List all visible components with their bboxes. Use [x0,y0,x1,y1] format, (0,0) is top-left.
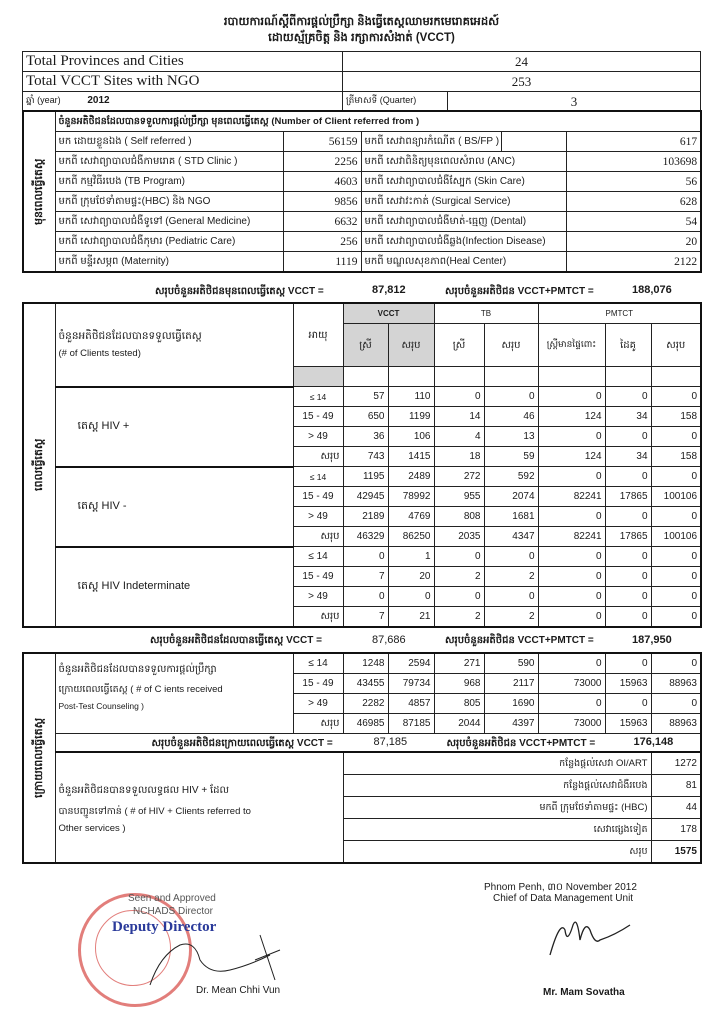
post-test-heading [55,653,293,734]
referral-source-value: 56 [566,172,701,192]
value-cell: 2489 [388,467,434,487]
chief-name: Mr. Mam Sovatha [543,987,625,998]
table-row [23,252,701,273]
value-cell: 743 [343,447,388,467]
section-label-hiv-negative: តេស្ត HIV - [55,467,293,547]
table-row [23,232,701,252]
referral-source-label: មកពី សេវាព្យាបាលជំងឺទូទៅ (General Medicine) [55,212,283,232]
referral-label: មកពី ក្រុមថែទាំតាមផ្ទះ (HBC) [343,797,651,819]
age-cell: 15 - 49 [293,567,343,587]
value-cell: 100106 [651,487,701,507]
age-cell: > 49 [293,694,343,714]
value-cell: 106 [388,427,434,447]
post-test-side-label: ក្រោយពេលធ្វើតេស្ត [23,653,55,863]
value-cell: 2074 [484,487,538,507]
pmtct-total-header: សរុប [651,324,701,367]
value-cell: 0 [605,653,651,674]
value-cell: 1681 [484,507,538,527]
age-cell: 15 - 49 [293,487,343,507]
testing-side-label: ពេលធ្វើតេស្ត [23,303,55,627]
referral-value: 1575 [651,841,701,864]
value-cell: 0 [538,547,605,567]
value-cell: 0 [343,547,388,567]
referral-source-label: មកពី មន្ទីរសម្ភព (Maternity) [55,252,283,273]
testing-table [22,302,702,628]
testing-total-vcct-label: សរុបចំនួនអតិថិជនដែលបានធ្វើតេស្ត VCCT = [150,635,322,646]
value-cell: 2 [484,567,538,587]
value-cell: 88963 [651,674,701,694]
value-cell: 0 [605,607,651,628]
post-test-heading-en: Post-Test Counseling ) [58,701,145,711]
value-cell: 271 [434,653,484,674]
table-row [23,132,701,152]
value-cell: 0 [343,587,388,607]
value-cell: 4857 [388,694,434,714]
value-cell: 4347 [484,527,538,547]
sites-value: 253 [343,72,701,92]
referral-value: 81 [651,775,701,797]
value-cell: 73000 [538,714,605,734]
report-title-line2: ដោយស្ម័គ្រចិត្ត និង រក្សាការសំងាត់ (VCCT) [268,32,455,44]
pre-test-side-label: មុនពេលធ្វើតេស្ត [23,111,55,272]
value-cell: 0 [651,467,701,487]
table-row [23,752,701,775]
value-cell: 0 [605,587,651,607]
value-cell: 0 [605,694,651,714]
value-cell: 110 [388,387,434,407]
table-row [23,152,701,172]
testing-heading-en: (# of Clients tested) [58,347,141,359]
referral-source-label: មកពី ក្រុមថែទាំតាមផ្ទះ(HBC) និង NGO [55,192,283,212]
referral-heading-km2: បានបញ្ជូនទៅកាន់ ( # of HIV + Clients referred to [58,805,251,817]
referral-source-label: មកពី សេវាព្យាបាលជំងឺកាមរោគ ( STD Clinic ) [55,152,283,172]
pre-test-total-vcct-value: 87,812 [372,284,406,296]
value-cell: 100106 [651,527,701,547]
age-cell: ≤ 14 [293,387,343,407]
group-tb-header: TB [434,303,538,324]
value-cell: 46985 [343,714,388,734]
value-cell: 0 [605,567,651,587]
value-cell: 2117 [484,674,538,694]
year-cell [23,92,343,112]
value-cell: 0 [538,567,605,587]
approval-line2: NCHADS Director [133,906,214,917]
testing-heading [55,303,293,387]
referral-source-value: 20 [566,232,701,252]
value-cell: 36 [343,427,388,447]
referral-label: កន្លែងផ្តល់សេវាជំងឺរបេង [343,775,651,797]
pre-test-total-vcct-label: សរុបចំនួនអតិថិជនមុនពេលធ្វើតេស្ត VCCT = [155,286,324,297]
table-row [23,467,701,487]
table-row [23,192,701,212]
referral-source-value: 1119 [283,252,361,273]
director-name: Dr. Mean Chhi Vun [196,985,281,996]
table-row [23,172,701,192]
age-cell: ≤ 14 [293,547,343,567]
age-cell: ≤ 14 [293,653,343,674]
chief-signature-icon [545,910,635,960]
value-cell: 124 [538,407,605,427]
value-cell: 2 [484,607,538,628]
value-cell: 1195 [343,467,388,487]
age-cell: > 49 [293,587,343,607]
value-cell: 0 [434,547,484,567]
table-row [23,212,701,232]
referral-source-label: មកពី សេវាពិនិត្យមុនពេលសំរាល (ANC) [361,152,566,172]
age-cell: សរុប [293,527,343,547]
group-pmtct-header: PMTCT [538,303,701,324]
value-cell: 18 [434,447,484,467]
value-cell: 2594 [388,653,434,674]
value-cell: 79734 [388,674,434,694]
referral-source-label: មកពី សេវាវះកាត់ (Surgical Service) [361,192,566,212]
referral-source-value: 628 [566,192,701,212]
age-cell: សរុប [293,607,343,628]
value-cell: 0 [651,653,701,674]
value-cell: 57 [343,387,388,407]
pre-test-total-all-value: 188,076 [632,284,672,296]
value-cell: 46329 [343,527,388,547]
value-cell: 0 [605,427,651,447]
quarter-value: 3 [448,92,701,112]
value-cell: 42945 [343,487,388,507]
referral-value: 1272 [651,752,701,775]
testing-heading-km: ចំនួនអតិថិជនដែលបានទទួលធ្វើតេស្ត [58,329,202,342]
value-cell: 87185 [388,714,434,734]
value-cell: 158 [651,407,701,427]
value-cell: 17865 [605,487,651,507]
value-cell: 88963 [651,714,701,734]
year-value: 2012 [87,95,110,106]
section-label-hiv-positive: តេស្ត HIV + [55,387,293,467]
age-cell: សរុប [293,714,343,734]
value-cell: 272 [434,467,484,487]
post-test-total-vcct-label: សរុបចំនួនអតិថិជនក្រោយពេលធ្វើតេស្ត VCCT = [151,738,333,749]
value-cell: 4 [434,427,484,447]
referral-source-label: មកពី មណ្ឌលសុខភាព(Heal Center) [361,252,566,273]
value-cell: 0 [538,694,605,714]
deputy-director-stamp: Deputy Director [112,919,217,935]
referral-source-label: មកពី សេវាព្យាបាលជំងឺមាត់-ធ្មេញ (Dental) [361,212,566,232]
value-cell: 59 [484,447,538,467]
value-cell: 43455 [343,674,388,694]
referral-source-label: មកពី សេវាពន្យារកំណើត ( BS/FP ) [361,132,501,152]
value-cell: 0 [605,507,651,527]
value-cell: 0 [538,653,605,674]
value-cell: 0 [538,427,605,447]
referral-source-value: 617 [566,132,701,152]
value-cell: 73000 [538,674,605,694]
value-cell: 955 [434,487,484,507]
table-row [23,547,701,567]
value-cell: 650 [343,407,388,427]
age-cell: សរុប [293,447,343,467]
value-cell: 0 [651,427,701,447]
location-date: Phnom Penh, ៣០ November 2012 [484,882,637,893]
referral-source-label: មកពី សេវាព្យាបាលជំងឺកុមារ (Pediatric Care) [55,232,283,252]
value-cell: 0 [434,387,484,407]
value-cell: 158 [651,447,701,467]
group-vcct-header: VCCT [343,303,434,324]
value-cell: 0 [484,387,538,407]
value-cell: 0 [538,507,605,527]
pmtct-pregnant-header: ស្ត្រីមានផ្ទៃពោះ [538,324,605,367]
value-cell: 20 [388,567,434,587]
summary-table [22,51,701,112]
referral-source-value: 4603 [283,172,361,192]
value-cell: 0 [651,694,701,714]
tb-total-header: សរុប [484,324,538,367]
value-cell: 1199 [388,407,434,427]
referral-source-value: 256 [283,232,361,252]
referral-source-value: 56159 [283,132,361,152]
referral-value: 178 [651,819,701,841]
value-cell: 0 [388,587,434,607]
referral-source-label: មក ដោយខ្លួនឯង ( Self referred ) [55,132,283,152]
value-cell: 0 [651,547,701,567]
value-cell: 7 [343,567,388,587]
referral-heading [55,752,343,863]
value-cell: 2044 [434,714,484,734]
vcct-total-header: សរុប [388,324,434,367]
referral-source-label: មកពី សេវាព្យាបាលជំងឺឆ្លង(Infection Disease) [361,232,566,252]
value-cell: 4769 [388,507,434,527]
value-cell: 0 [605,387,651,407]
referral-source-value: 54 [566,212,701,232]
value-cell: 14 [434,407,484,427]
referral-source-value: 2122 [566,252,701,273]
value-cell: 82241 [538,527,605,547]
referral-source-value: 6632 [283,212,361,232]
value-cell: 1690 [484,694,538,714]
value-cell: 82241 [538,487,605,507]
value-cell: 0 [538,607,605,628]
sites-label: Total VCCT Sites with NGO [23,72,343,92]
referral-source-label: មកពី កម្មវិធីរបេង (TB Program) [55,172,283,192]
value-cell: 0 [605,547,651,567]
testing-total-all-value: 187,950 [632,634,672,646]
post-test-heading-km2: ក្រោយពេលធ្វើតេស្ត ( # of C ients received [58,684,223,695]
value-cell: 0 [538,467,605,487]
age-cell: 15 - 49 [293,674,343,694]
value-cell: 0 [651,567,701,587]
referral-heading-km1: ចំនួនអតិថិជនបានទទួលលទ្ធផល HIV + ដែល [58,784,229,796]
value-cell: 805 [434,694,484,714]
value-cell: 1415 [388,447,434,467]
pre-test-heading: ចំនួនអតិថិជនដែលបានទទួលការផ្តល់ប្រឹក្សា មុនពេលធ្វើតេស្ត (Number of Client referred from ) [55,111,701,132]
value-cell: 2282 [343,694,388,714]
value-cell: 0 [538,587,605,607]
post-test-totals-row [55,734,701,753]
value-cell: 0 [434,587,484,607]
value-cell: 0 [484,587,538,607]
value-cell: 46 [484,407,538,427]
approval-line1: Seen and Approved [128,893,216,904]
referral-source-value: 2256 [283,152,361,172]
post-test-table [22,652,702,864]
pre-test-table [22,110,702,273]
value-cell: 86250 [388,527,434,547]
age-cell: 15 - 49 [293,407,343,427]
value-cell: 15963 [605,714,651,734]
value-cell: 590 [484,653,538,674]
referral-label: សេវាផ្សេងទៀត [343,819,651,841]
testing-total-all-label: សរុបចំនួនអតិថិជន VCCT+PMTCT = [445,635,594,646]
value-cell: 34 [605,447,651,467]
pmtct-partner-header: ដៃគូ [605,324,651,367]
referral-value: 44 [651,797,701,819]
value-cell: 21 [388,607,434,628]
value-cell: 0 [651,387,701,407]
quarter-label: ត្រីមាសទី (Quarter) [343,92,448,112]
value-cell: 592 [484,467,538,487]
age-header: អាយុ [293,303,343,367]
age-cell: > 49 [293,427,343,447]
value-cell: 17865 [605,527,651,547]
value-cell: 808 [434,507,484,527]
provinces-label: Total Provinces and Cities [23,52,343,72]
value-cell: 2035 [434,527,484,547]
value-cell: 2 [434,567,484,587]
value-cell: 4397 [484,714,538,734]
value-cell: 124 [538,447,605,467]
value-cell: 2189 [343,507,388,527]
value-cell: 78992 [388,487,434,507]
value-cell: 0 [538,387,605,407]
post-test-total-vcct-value: 87,185 [373,736,408,748]
referral-source-value: 103698 [566,152,701,172]
vcct-female-header: ស្រី [343,324,388,367]
referral-source-value: 9856 [283,192,361,212]
value-cell: 0 [605,467,651,487]
pre-test-total-all-label: សរុបចំនួនអតិថិជន VCCT+PMTCT = [445,286,594,297]
value-cell: 0 [651,507,701,527]
provinces-value: 24 [343,52,701,72]
tb-female-header: ស្រី [434,324,484,367]
referral-label: សរុប [343,841,651,864]
post-test-heading-km1: ចំនួនអតិថិជនដែលបានទទួលការផ្តល់ប្រឹក្សា [58,664,217,675]
table-row [23,387,701,407]
year-label: ឆ្នាំ (year) [26,95,61,105]
value-cell: 1248 [343,653,388,674]
age-cell: ≤ 14 [293,467,343,487]
referral-label: កន្លែងផ្តល់សេវា OI/ART [343,752,651,775]
section-label-hiv-indeterminate: តេស្ត HIV Indeterminate [55,547,293,628]
value-cell: 13 [484,427,538,447]
value-cell: 34 [605,407,651,427]
age-cell: > 49 [293,507,343,527]
value-cell: 2 [434,607,484,628]
testing-total-vcct-value: 87,686 [372,634,406,646]
value-cell: 0 [651,587,701,607]
referral-source-label: មកពី សេវាព្យាបាលជំងឺស្បែក (Skin Care) [361,172,566,192]
chief-title: Chief of Data Management Unit [493,893,634,904]
post-test-total-all-label: សរុបចំនួនអតិថិជន VCCT+PMTCT = [446,738,596,749]
report-title-line1: របាយការណ៍ស្តីពីការផ្តល់ប្រឹក្សា និងធ្វើតេស្តឈាមរកមេរោគអេដស៍ [223,16,500,28]
post-test-total-all-value: 176,148 [633,736,674,748]
value-cell: 1 [388,547,434,567]
value-cell: 15963 [605,674,651,694]
value-cell: 968 [434,674,484,694]
referral-heading-en: Other services ) [58,822,126,834]
value-cell: 7 [343,607,388,628]
table-row [23,653,701,674]
value-cell: 0 [651,607,701,628]
value-cell: 0 [484,547,538,567]
